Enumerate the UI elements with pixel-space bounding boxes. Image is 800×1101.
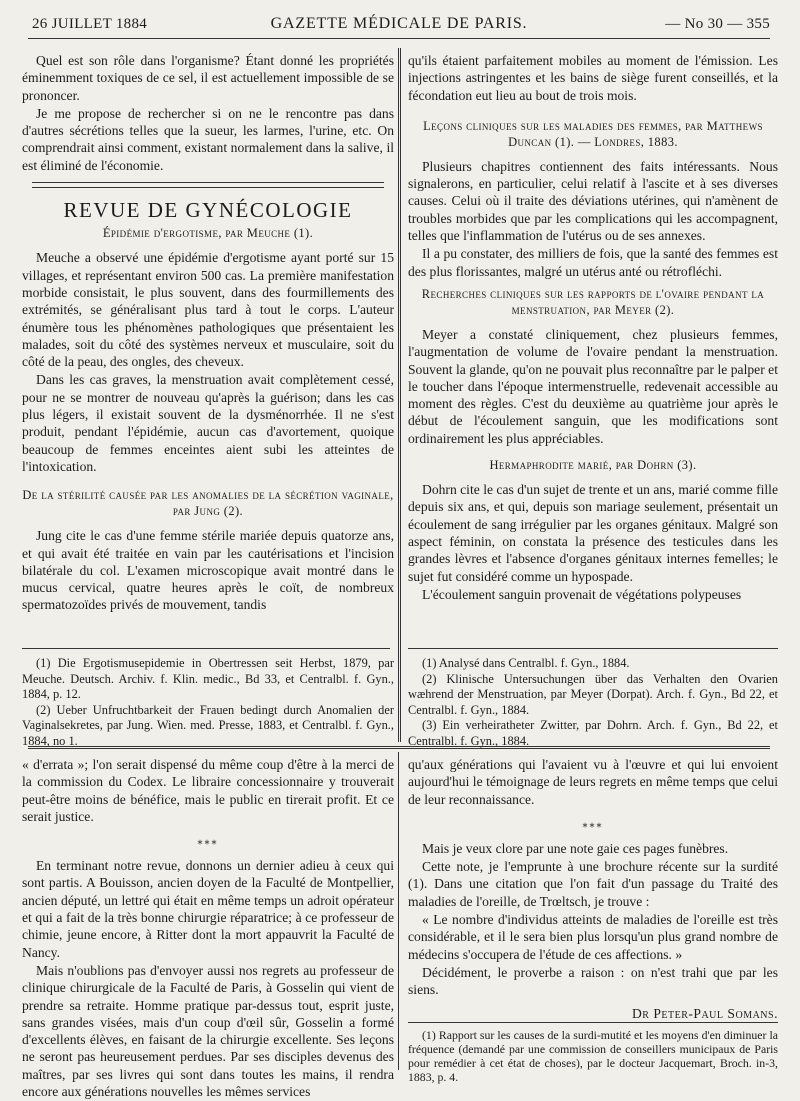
lecons-paragraph-2: Il a pu constater, des milliers de fois, que la santé des femmes est des plus florissantes, malgré un utérus anté ou rétrofléchi. bbox=[408, 246, 778, 279]
header-date: 26 JUILLET 1884 bbox=[32, 16, 148, 32]
bottom-left-paragraph-3: Mais n'oublions pas d'envoyer aussi nos regrets au professeur de clinique chirurgicale de la Faculté de Paris, à Gosselin qui vient de prendre sa retraite. Homme pratique par-dessus tout, esprit juste, sans grandes visées, mais d'un coup d'œil sûr, Gosselin a formé d'excellents élèves, en faisant de la chirurgie excellente. Ses leçons ne seront pas heureusement perdues. Par ses disciples devenus des maîtres, par ses livres qui sont dans toutes les mains, il rendra encore aux générations nouvelles les mêmes services bbox=[22, 962, 394, 1100]
right-footnote-2: (2) Klinische Untersuchungen über das Verhalten den Ovarien wæhrend der Menstruation, par Meyer (Dorpat). Arch. f. Gyn., Bd 22, et Centralbl. f. Gyn., 1884. bbox=[408, 671, 778, 717]
hermaphrodite-paragraph-2: L'écoulement sanguin provenait de végétations polypeuses bbox=[422, 586, 742, 602]
column-divider-top bbox=[398, 48, 401, 742]
bottom-right-paragraph-2: Mais je veux clore par une note gaie ces pages funèbres. bbox=[422, 840, 729, 856]
bottom-right-footnote bbox=[408, 1028, 778, 1084]
bottom-right-paragraph-1: qu'aux générations qui l'avaient vu à l'œuvre et qui lui envoient aujourd'hui le témoignage de leurs regrets en même temps que celui de leur reconnaissance. bbox=[408, 757, 778, 807]
column-divider-bottom bbox=[398, 752, 399, 1070]
header-issue: — No 30 — 355 bbox=[665, 16, 770, 32]
left-footnote-rule bbox=[22, 648, 390, 649]
right-footnotes bbox=[408, 656, 778, 749]
revue-title: REVUE DE GYNÉCOLOGIE bbox=[63, 198, 353, 223]
recherches-title: Recherches cliniques sur les rapports de l'ovaire pendant la menstruation, par Meyer (2). bbox=[421, 286, 765, 317]
signature: Dr Peter-Paul Somans. bbox=[631, 1005, 778, 1021]
right-footnote-3: (3) Ein verheiratheter Zwitter, par Dohrn. Arch. f. Gyn., Bd 22, et Centralbl. f. Gyn., 1884. bbox=[408, 718, 778, 748]
right-footnote-rule bbox=[408, 648, 778, 649]
recherches-paragraph: Meyer a constaté cliniquement, chez plusieurs femmes, l'augmentation de volume de l'ovaire pendant la menstruation. Souvent la glande, qu'on ne pouvait plus reconnaître par le palper et le toucher dans l'époque intermenstruelle, redevenait accessible au moment des règles. C'est du deuxième au quatrième jour après le début de l'écoulement sanguin, que les modifications sont ordinairement les plus appréciables. bbox=[408, 326, 778, 446]
section-separator bbox=[32, 182, 384, 188]
asterism-right: ⁎⁎⁎ bbox=[582, 818, 604, 830]
ergotisme-title: Épidémie d'ergotisme, par Meuche (1). bbox=[102, 226, 314, 241]
bottom-right-footnote-rule bbox=[408, 1022, 778, 1023]
intro-paragraph-2: Je me propose de rechercher si on ne le rencontre pas dans d'autres sécrétions telles que la sueur, les larmes, l'urine, etc. On comprendrait ainsi comment, existant normalement dans la salive, il est éliminé de l'économie. bbox=[22, 105, 394, 173]
hermaphrodite-paragraph-1: Dohrn cite le cas d'un sujet de trente et un ans, marié comme fille depuis six ans, et qui, depuis son mariage seulement, présentait un écoulement de sang irrégulier par les organes génitaux. Malgré son aspect féminin, on constata la présence des testicules dans les grandes lèvres et l'absence d'organes génitaux internes femelles; le sujet fut considéré comme un hypospade. bbox=[408, 482, 778, 584]
lecons-title: Leçons cliniques sur les maladies des femmes, par Matthews Duncan (1). — Londres, 1883. bbox=[423, 118, 763, 149]
sterilite-title: De la stérilité causée par les anomalies de la sécrétion vaginale, par Jung (2). bbox=[22, 488, 394, 519]
asterism: ⁎⁎⁎ bbox=[197, 836, 219, 848]
left-footnotes bbox=[22, 656, 394, 749]
page-break-rule bbox=[28, 746, 770, 749]
left-column bbox=[22, 52, 394, 615]
lecons-paragraph-1: Plusieurs chapitres contiennent des faits intéressants. Nous signalerons, en particulier, celui relatif à l'ascite et à ses diverses causes. Celui où il traite des déviations utérines, qui n'amènent de troubles morbides que par les complications qui les accompagnent, telles que l'inflammation de l'utérus ou de ses annexes. bbox=[408, 158, 778, 244]
sterilite-paragraph: Jung cite le cas d'une femme stérile mariée depuis quatorze ans, et qui avait été traitée en vain par les cautérisations et l'incision bilatérale du col. L'examen microscopique avait montré dans le mucus cervical, quatre heures après le coït, de nombreux spermatozoïdes privés de mouvement, tandis bbox=[22, 528, 394, 613]
ergotisme-paragraph-2: Dans les cas graves, la menstruation avait complètement cessé, pour ne se montrer de nouveau qu'après la guérison; dans les cas plus légers, il existait souvent de la dysménorrhée. Il ne s'est produit, pendant l'épidémie, aucun cas d'avortement, quoique beaucoup de femmes enceintes aient subi les atteintes de l'intoxication. bbox=[22, 372, 394, 474]
bottom-left-paragraph-1: « d'errata »; l'on serait dispensé du même coup d'être à la merci de la commission du Codex. Le libraire concessionnaire y trouverait peut-être moins de bénéfice, mais le public en tirerait profit. Et ce serait justice. bbox=[22, 757, 394, 824]
bottom-right-quote: « Le nombre d'individus atteints de maladies de l'oreille est très considérable, et il le sera bien plus lorsqu'un plus grand nombre de médecins s'occupera de l'étude de ces affections. » bbox=[408, 912, 778, 962]
bottom-left-paragraph-2: En terminant notre revue, donnons un dernier adieu à ceux qui sont partis. A Bouisson, ancien doyen de la Faculté de Montpellier, ancien député, un lettré qui était en même temps un adroit opérateur et qui a fait de la très bonne chirurgie réparatrice; à ce professeur de chimie, jeune encore, à Ritter dont la mort appauvrit la Faculté de Nancy. bbox=[22, 858, 394, 960]
bottom-right-column bbox=[408, 756, 778, 1022]
left-footnote-1: (1) Die Ergotismusepidemie in Obertressen seit Herbst, 1879, par Meuche. Deutsch. Archiv. f. Klin. medic., Bd 33, et Centralbl. f. Gyn., 1884, p. 12. bbox=[22, 656, 394, 701]
header-rule bbox=[28, 38, 770, 39]
right-column bbox=[408, 52, 778, 604]
header-title: GAZETTE MÉDICALE DE PARIS. bbox=[270, 15, 528, 32]
bottom-right-paragraph-3: Cette note, je l'emprunte à une brochure récente sur la surdité (1). Dans une citation que l'on fait d'un passage du Traité des maladies de l'oreille, de Trœltsch, je trouve : bbox=[408, 859, 778, 909]
bottom-right-paragraph-5: Décidément, le proverbe a raison : on n'est trahi que par les siens. bbox=[408, 964, 778, 998]
bottom-left-column bbox=[22, 756, 394, 1101]
right-footnote-1: (1) Analysé dans Centralbl. f. Gyn., 1884. bbox=[422, 656, 630, 670]
hermaphrodite-title: Hermaphrodite marié, par Dohrn (3). bbox=[489, 458, 697, 473]
right-top-paragraph: qu'ils étaient parfaitement mobiles au moment de l'émission. Les injections astringentes et les bains de siège furent conseillés, et la fécondation eut lieu au bout de trois mois. bbox=[408, 53, 778, 103]
page-header bbox=[28, 12, 770, 34]
left-footnote-2: (2) Ueber Unfruchtbarkeit der Frauen bedingt durch Anomalien der Vaginalsekretes, par Jung. Wien. med. Presse, 1883, et Centralbl. f. Gyn., 1884, no 1. bbox=[22, 702, 394, 748]
ergotisme-paragraph-1: Meuche a observé une épidémie d'ergotisme ayant porté sur 15 villages, et représentant environ 500 cas. La première manifestation morbide consistait, le plus souvent, dans des fourmillements des extrémités, se généralisant plus tard à tout le corps. L'auteur énumère tous les phénomènes pathologiques que présentaient les malades, soit du côté des systèmes nerveux et musculaire, soit du côté de la peau, des ongles, des cheveux. bbox=[22, 250, 394, 370]
intro-paragraph-1: Quel est son rôle dans l'organisme? Étant donné les propriétés éminemment toxiques de ce sel, il est actuellement impossible de se prononcer. bbox=[22, 53, 394, 103]
bottom-right-footnote-text: (1) Rapport sur les causes de la surdi-mutité et les moyens d'en diminuer la fréquence (demandé par une commission de conseillers municipaux de Paris pour remédier à cet état de choses), par le docteur Jacquemart, Broch. in-3, 1883, p. 4. bbox=[408, 1028, 778, 1084]
